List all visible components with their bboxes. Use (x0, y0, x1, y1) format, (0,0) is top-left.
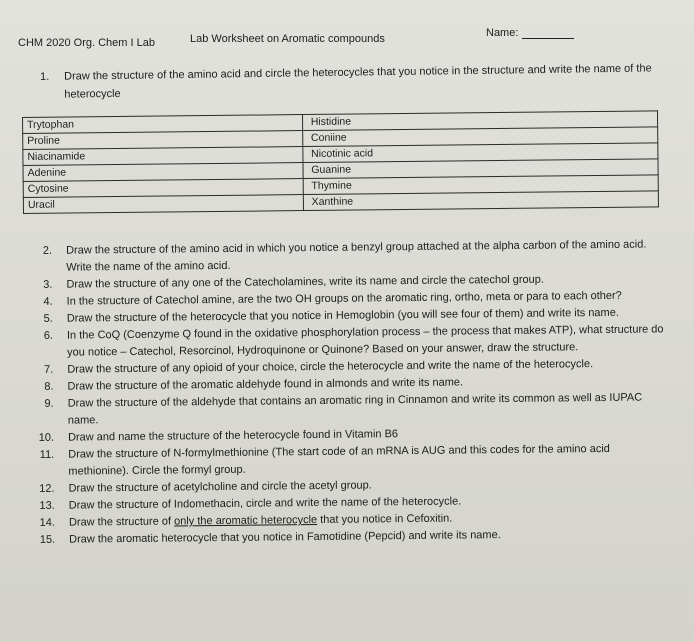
question-text-post: that you notice in Cefoxitin. (317, 512, 453, 526)
question-text: Draw the structure of the amino acid in which you notice a benzyl group attached at the alpha carbon of the amino acid. Write the name of the amino acid. (66, 238, 647, 274)
question-text: Draw the structure of any opioid of your choice, circle the heterocycle and write the name of the heterocycle. (67, 358, 594, 376)
worksheet-title: Lab Worksheet on Aromatic compounds (190, 33, 385, 45)
question-text: Draw the structure of the amino acid and circle the heterocycles that you notice in the structure and write the name of the heterocycle (64, 62, 652, 101)
question-text: Draw the aromatic heterocycle that you notice in Famotidine (Pepcid) and write its name. (69, 529, 501, 546)
table-cell-right: Nicotinic acid (303, 143, 658, 163)
table-cell-right: Histidine (302, 111, 657, 131)
question-number: 1. (40, 70, 50, 83)
question-number: 11. (39, 448, 55, 461)
question-text: Draw and name the structure of the heterocycle found in Vitamin B6 (67, 428, 399, 444)
question-number: 13. (39, 499, 55, 512)
question-number: 12. (39, 482, 55, 495)
question-text: In the CoQ (Coenzyme Q found in the oxidative phosphorylation process – the process that makes ATP), what structure do you notice – Catechol, Resorcinol, Hydroquinone or Quinone? Based on your answer, draw the structure. (66, 323, 664, 359)
table-cell-right: Coniine (302, 127, 657, 147)
question-number: 15. (39, 533, 56, 546)
question-list (28, 236, 671, 549)
question-number: 2. (42, 244, 53, 257)
table-cell-left: Cytosine (23, 179, 303, 198)
question-text: In the structure of Catechol amine, are the two OH groups on the aromatic ring, ortho, meta or para to each other? (66, 289, 622, 308)
question-1 (40, 59, 660, 104)
table-cell-left: Uracil (23, 195, 303, 214)
course-label: CHM 2020 Org. Chem I Lab (18, 37, 155, 49)
name-label: Name: (486, 27, 519, 39)
question-text: Draw the structure of acetylcholine and circle the acetyl group. (68, 479, 372, 495)
question-text: Draw the structure of the aromatic aldehyde found in almonds and write its name. (67, 376, 464, 393)
table-cell-left: Trytophan (23, 115, 303, 134)
question-text-underlined: only the aromatic heterocycle (174, 513, 318, 528)
question-number: 6. (43, 329, 54, 342)
question-text: Draw the structure of the heterocycle that you notice in Hemoglobin (you will see four of them) and write its name. (66, 306, 619, 325)
table-cell-left: Proline (23, 131, 303, 150)
question-number: 4. (43, 295, 53, 308)
table-cell-right: Xanthine (303, 191, 658, 211)
question-text: Draw the structure of the aldehyde that contains an aromatic ring in Cinnamon and write its common as well as IUPAC name. (67, 391, 643, 427)
question-number: 8. (44, 380, 54, 393)
question-text: Draw the structure of N-formylmethionine (The start code of an mRNA is AUG and this codes for the amino acid methionine). Circle the formyl group. (68, 442, 610, 478)
name-field (486, 27, 574, 39)
question-text-pre: Draw the structure of (68, 515, 175, 529)
table-cell-right: Guanine (303, 159, 658, 179)
name-blank-line (522, 28, 574, 39)
table-cell-right: Thymine (303, 175, 658, 195)
question-number: 5. (43, 312, 53, 325)
table-cell-left: Niacinamide (23, 147, 303, 166)
question-number: 9. (44, 397, 54, 410)
question-text: Draw the structure of any one of the Catecholamines, write its name and circle the catechol group. (66, 273, 545, 291)
question-number: 10. (38, 431, 55, 444)
question-number: 14. (39, 516, 55, 529)
compound-table (22, 110, 659, 214)
question-number: 7. (44, 363, 54, 376)
question-number: 3. (43, 278, 53, 291)
table-cell-left: Adenine (23, 163, 303, 182)
question-text: Draw the structure of Indomethacin, circle and write the name of the heterocycle. (68, 495, 462, 512)
